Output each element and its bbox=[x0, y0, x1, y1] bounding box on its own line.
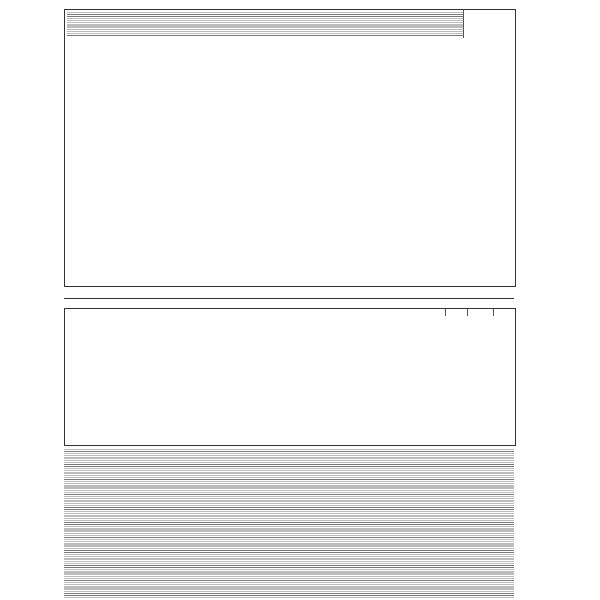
footnotes-text bbox=[64, 449, 514, 599]
brand-model-cell bbox=[463, 10, 516, 38]
fiche-row-description bbox=[67, 12, 464, 37]
additional-table bbox=[64, 308, 516, 446]
header-unit bbox=[493, 309, 516, 316]
product-fiche-page bbox=[58, 0, 520, 600]
fiche-row-0 bbox=[65, 10, 515, 38]
header-symbol bbox=[445, 309, 468, 316]
fiche-table bbox=[64, 9, 516, 287]
section-divider bbox=[64, 298, 514, 299]
additional-header-row bbox=[65, 309, 515, 316]
header-value bbox=[467, 309, 494, 316]
